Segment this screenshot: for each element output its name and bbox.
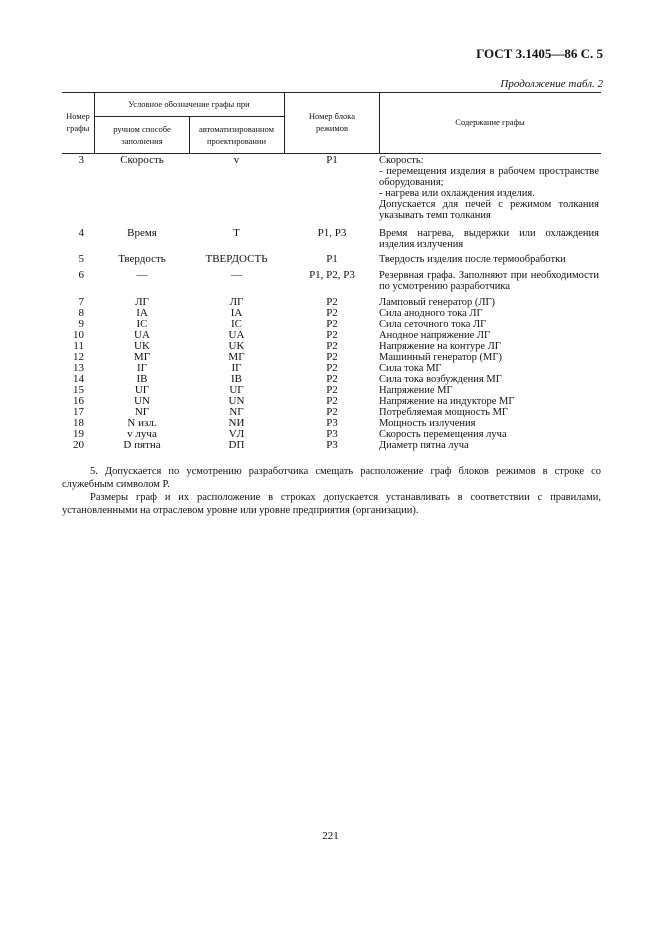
row-content-line: Время нагрева, выдержки или охлаждения изделия излучения xyxy=(379,228,599,250)
row-manual-designation: IГ xyxy=(136,362,148,374)
row-block-number: P3 xyxy=(326,417,338,429)
row-block-number: P2 xyxy=(326,318,338,330)
row-block-number: P1, P2, P3 xyxy=(309,269,355,281)
row-content xyxy=(379,374,599,385)
row-block-number: P2 xyxy=(326,384,338,396)
row-manual-designation: МГ xyxy=(133,351,151,363)
note-text: 5. Допускается по усмотрению разработчика смещать расположение граф блоков режимов в строке со служебным символом Р. xyxy=(62,466,601,490)
row-content xyxy=(379,407,599,418)
row-number: 20 xyxy=(73,439,84,451)
row-auto-designation: NГ xyxy=(229,406,244,418)
row-number: 14 xyxy=(73,373,84,385)
row-auto-designation: v xyxy=(233,154,240,166)
header-manual: ручном способе заполнения xyxy=(113,124,171,146)
row-content-line: - перемещения изделия в рабочем пространстве оборудования; xyxy=(379,166,599,188)
row-number: 15 xyxy=(73,384,84,396)
header-auto: автоматизированном проектировании xyxy=(198,124,275,146)
row-auto-designation: VЛ xyxy=(228,428,245,440)
row-content-line: Сила тока МГ xyxy=(379,363,442,374)
row-content-line: Твердость изделия после термообработки xyxy=(379,254,566,265)
row-number: 8 xyxy=(78,307,84,319)
row-manual-designation: N изл. xyxy=(127,417,157,429)
row-content xyxy=(379,155,599,221)
row-manual-designation: Время xyxy=(127,227,157,239)
document-reference: ГОСТ 3.1405—86 С. 5 xyxy=(476,46,603,61)
row-block-number: P2 xyxy=(326,406,338,418)
row-auto-designation: T xyxy=(233,227,240,239)
row-manual-designation: IC xyxy=(136,318,148,330)
row-block-number: P1, P3 xyxy=(317,227,347,239)
row-auto-designation: — xyxy=(231,269,242,281)
row-content-line: Ламповый генератор (ЛГ) xyxy=(379,297,496,308)
row-manual-designation: IA xyxy=(136,307,148,319)
row-content xyxy=(379,308,599,319)
row-manual-designation: UK xyxy=(134,340,150,352)
header-block: Номер блока режимов xyxy=(308,111,356,133)
row-content xyxy=(379,228,599,250)
row-number: 4 xyxy=(78,227,84,239)
row-number: 17 xyxy=(73,406,84,418)
note-paragraph xyxy=(62,491,601,517)
row-block-number: P2 xyxy=(326,329,338,341)
row-content-line: Напряжение на индукторе МГ xyxy=(379,396,515,407)
row-manual-designation: NГ xyxy=(134,406,150,418)
row-content xyxy=(379,385,599,396)
row-block-number: P3 xyxy=(326,428,338,440)
row-content-line: Резервная графа. Заполняют при необходимости по усмотрению разработчика xyxy=(379,270,599,292)
row-manual-designation: UA xyxy=(134,329,150,341)
row-content-line: Напряжение на контуре ЛГ xyxy=(379,341,501,352)
row-auto-designation: UA xyxy=(228,329,245,341)
row-content-line: Машинный генератор (МГ) xyxy=(379,352,502,363)
note-paragraph xyxy=(62,465,601,491)
row-number: 5 xyxy=(78,253,84,265)
row-number: 16 xyxy=(73,395,84,407)
row-auto-designation: IB xyxy=(231,373,242,385)
header-designation-group: Условное обозначение графы при xyxy=(128,99,250,109)
row-block-number: P2 xyxy=(326,373,338,385)
row-block-number: P2 xyxy=(326,296,338,308)
row-block-number: P3 xyxy=(326,439,338,451)
row-number: 13 xyxy=(73,362,84,374)
row-manual-designation: UN xyxy=(134,395,150,407)
row-content xyxy=(379,396,599,407)
row-content xyxy=(379,341,599,352)
row-block-number: P1 xyxy=(326,253,338,265)
row-content xyxy=(379,254,599,265)
header-number: Номер графы xyxy=(66,111,90,133)
row-content-line: Мощность излучения xyxy=(379,418,476,429)
row-content xyxy=(379,319,599,330)
row-content xyxy=(379,270,599,292)
row-number: 7 xyxy=(78,296,84,308)
page-number: 221 xyxy=(322,830,339,842)
row-content-line: Сила сеточного тока ЛГ xyxy=(379,319,487,330)
row-content xyxy=(379,330,599,341)
row-manual-designation: UГ xyxy=(134,384,150,396)
row-number: 18 xyxy=(73,417,84,429)
row-content xyxy=(379,418,599,429)
row-number: 9 xyxy=(78,318,84,330)
row-auto-designation: UN xyxy=(228,395,245,407)
row-content-line: Сила анодного тока ЛГ xyxy=(379,308,483,319)
row-auto-designation: UK xyxy=(228,340,245,352)
row-content-line: Напряжение МГ xyxy=(379,385,453,396)
row-block-number: P2 xyxy=(326,307,338,319)
row-content-line: Допускается для печей с режимом толкания указывать темп толкания xyxy=(379,199,599,221)
table-top-rule xyxy=(62,92,601,93)
row-number: 19 xyxy=(73,428,84,440)
row-content-line: Диаметр пятна луча xyxy=(379,440,469,451)
row-manual-designation: ЛГ xyxy=(135,296,149,308)
row-auto-designation: IA xyxy=(230,307,243,319)
row-auto-designation: IГ xyxy=(231,362,242,374)
row-manual-designation: — xyxy=(136,269,148,281)
row-block-number: P2 xyxy=(326,340,338,352)
row-auto-designation: МГ xyxy=(228,351,245,363)
row-block-number: P2 xyxy=(326,351,338,363)
row-manual-designation: IB xyxy=(136,373,148,385)
row-auto-designation: ЛГ xyxy=(229,296,244,308)
row-block-number: P2 xyxy=(326,395,338,407)
row-auto-designation: DП xyxy=(228,439,245,451)
row-auto-designation: ТВЕРДОСТЬ xyxy=(205,253,268,265)
row-manual-designation: Твердость xyxy=(118,253,166,265)
row-content-line: Скорость: xyxy=(379,155,424,166)
row-content xyxy=(379,297,599,308)
row-content xyxy=(379,352,599,363)
row-content xyxy=(379,363,599,374)
row-content-line: Сила тока возбуждения МГ xyxy=(379,374,502,385)
row-block-number: P2 xyxy=(326,362,338,374)
row-manual-designation: v луча xyxy=(127,428,157,440)
row-auto-designation: IC xyxy=(231,318,242,330)
row-content-line: Потребляемая мощность МГ xyxy=(379,407,508,418)
row-auto-designation: NИ xyxy=(228,417,245,429)
row-content-line: - нагрева или охлаждения изделия. xyxy=(379,188,535,199)
row-content-line: Скорость перемещения луча xyxy=(379,429,507,440)
row-number: 6 xyxy=(78,269,84,281)
row-number: 12 xyxy=(73,351,84,363)
col-divider xyxy=(284,92,285,153)
row-number: 3 xyxy=(78,154,84,166)
header-content: Содержание графы xyxy=(455,117,525,127)
row-number: 11 xyxy=(73,340,84,352)
note-text: Размеры граф и их расположение в строках допускается устанавливать в соответствии с правилами, установленными на отраслевом уровне или уровне предприятия (организации). xyxy=(62,492,601,516)
row-auto-designation: UГ xyxy=(229,384,244,396)
row-block-number: P1 xyxy=(326,154,338,166)
row-manual-designation: D пятна xyxy=(123,439,161,451)
row-content xyxy=(379,429,599,440)
row-manual-designation: Скорость xyxy=(120,154,164,166)
row-number: 10 xyxy=(73,329,84,341)
table-continuation-label: Продолжение табл. 2 xyxy=(500,78,603,90)
row-content xyxy=(379,440,599,451)
row-content-line: Анодное напряжение ЛГ xyxy=(379,330,491,341)
